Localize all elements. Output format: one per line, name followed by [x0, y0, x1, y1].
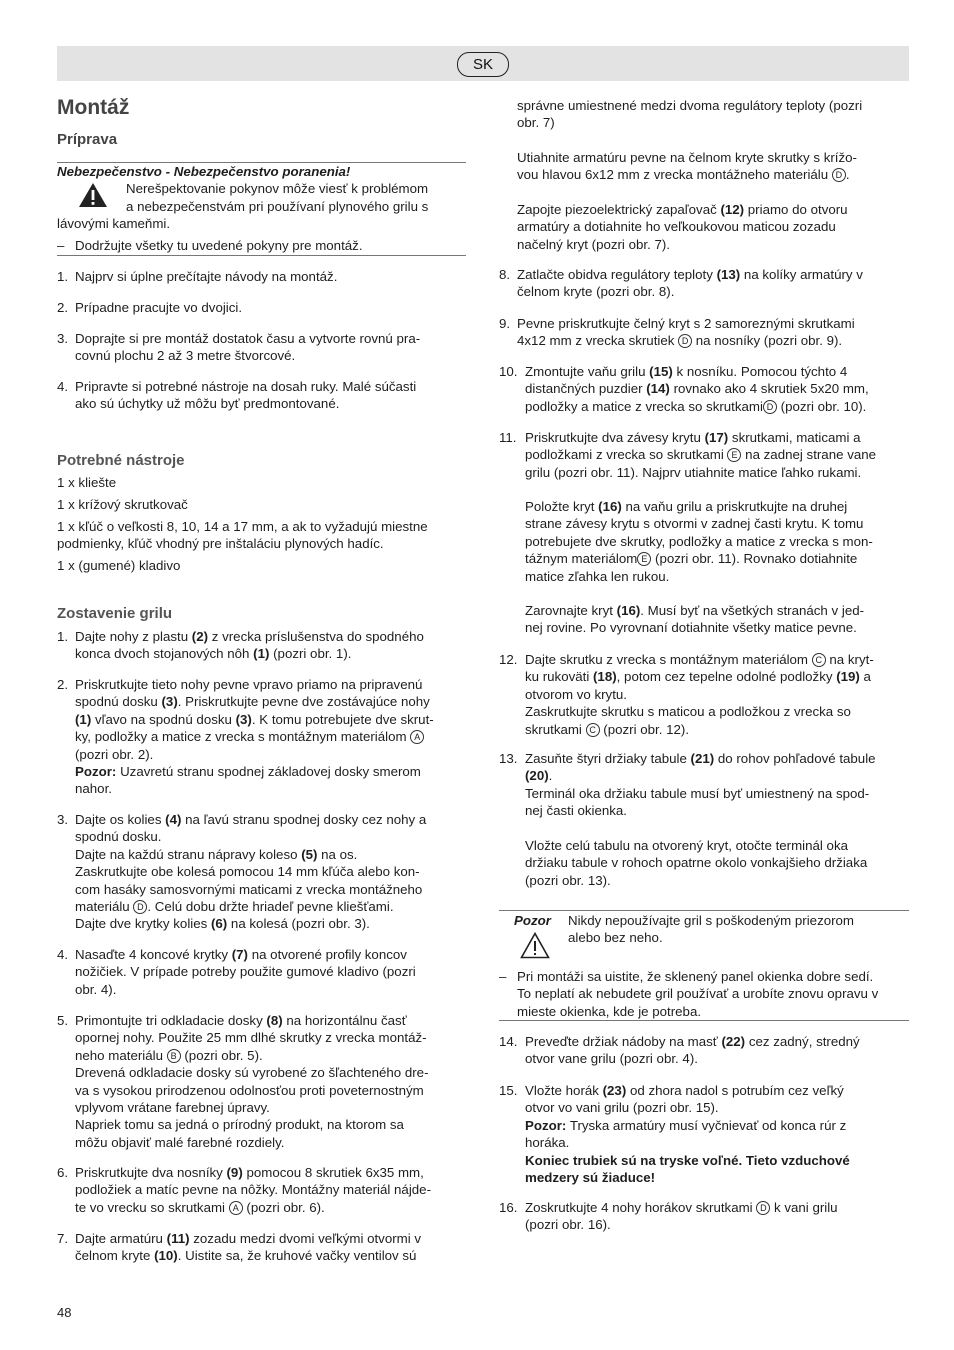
assembly-step-7: Dajte armatúru (11) zozadu medzi dvomi veľkými otvormi v čelnom kryte (10). Uistite sa, že kruhové vačky ventilov sú — [75, 1231, 422, 1264]
step-number: 2. — [57, 677, 69, 692]
step-number: 4. — [57, 379, 69, 394]
step-number: 14. — [499, 1034, 518, 1049]
preparation-step-4: Pripravte si potrebné nástroje na dosah ruky. Malé súčasti ako sú úchytky už môžu byť predmontované. — [75, 379, 417, 412]
caution-label: Pozor — [514, 913, 551, 928]
step-11-paragraph-2: Položte kryt (16) na vaňu grilu a priskrutkujte na druhej strane závesy krytu s otvormi v zadnej časti krytu. K tomu potrebujete dve skrutky, podložky a matice z vrecka s mon- tážnym materiálom E (pozri obr. 11). Rovnako dotiahnite matice zľahka len rukou. — [525, 499, 873, 584]
step-number: 7. — [57, 1231, 69, 1246]
assembly-step-11: Priskrutkujte dva závesy krytu (17) skrutkami, maticami a podložkami z vrecka so skrutkami E na zadnej strane vane grilu (pozri obr. 11). Najprv utiahnite matice ľahko rukami. — [525, 430, 877, 480]
assembly-step-2: Priskrutkujte tieto nohy pevne vpravo priamo na pripravenú spodnú dosku (3). Priskrutkujte pevne dve zostávajúce nohy (1) vľavo na spodnú dosku (3). K tomu potrebujete dve skrut- ky, podložky a matice z vrecka s montážnym materiálom A (pozri obr. 2). Pozor: Uzavretú stranu spodnej základovej dosky smerom nahor. — [75, 677, 434, 797]
step-7-continued: správne umiestnené medzi dvoma regulátory teploty (pozri obr. 7) — [517, 98, 863, 131]
caution-bullet-text: Pri montáži sa uistite, že sklenený panel okienka dobre sedí. To neplatí ak nebudete gril používať a urobíte znovu opravu v mieste okienka, kde je potreba. — [517, 969, 879, 1019]
assembly-step-8: Zatlačte obidva regulátory teploty (13) na kolíky armatúry v čelnom kryte (pozri obr. 8). — [517, 267, 863, 300]
step-number: 11. — [499, 430, 517, 445]
page-number: 48 — [57, 1305, 72, 1320]
assembly-step-15: Vložte horák (23) od zhora nadol s potrubím cez veľký otvor vo vani grilu (pozri obr. 15). Pozor: Tryska armatúry musí vyčnievať od konca rúr z horáka. Koniec trubiek sú na tryske voľné. Tieto vzduchové medzery sú žiaduce! — [525, 1083, 850, 1186]
caution-bullet-dash: – — [499, 969, 507, 984]
divider — [57, 255, 466, 256]
step-number: 13. — [499, 751, 518, 766]
divider — [499, 910, 909, 911]
tool-item-continued: podmienky, kľúč vhodný pre inštaláciu plynových hadíc. — [57, 536, 384, 551]
step-number: 15. — [499, 1083, 518, 1098]
tool-item: 1 x kliešte — [57, 475, 117, 490]
step-number: 10. — [499, 364, 518, 379]
assembly-step-1: Dajte nohy z plastu (2) z vrecka príslušenstva do spodného konca dvoch stojanových nôh (1) (pozri obr. 1). — [75, 629, 424, 662]
assembly-step-9: Pevne priskrutkujte čelný kryt s 2 samoreznými skrutkami 4x12 mm z vrecka skrutiek D na nosníky (pozri obr. 9). — [517, 316, 855, 349]
assembly-step-13: Zasuňte štyri držiaky tabule (21) do rohov pohľadové tabule (20). Terminál oka držiaku tabule musí byť umiestnený na spod- nej časti okienka. — [525, 751, 876, 819]
step-number: 8. — [499, 267, 511, 282]
danger-bullet-text: Dodržujte všetky tu uvedené pokyny pre montáž. — [75, 238, 363, 253]
step-number: 6. — [57, 1165, 69, 1180]
warning-triangle-icon — [78, 182, 108, 208]
section-heading-tools: Potrebné nástroje — [57, 452, 185, 469]
assembly-step-5: Primontujte tri odkladacie dosky (8) na horizontálnu časť opornej nohy. Použite 25 mm dlhé skrutky z vrecka montáž- neho materiálu B (pozri obr. 5). Drevená odkladacie dosky sú vyrobené zo šľachteného dre- va s vysokou prirodzenou odolnosťou proti poveternostným vplyvom vrátane farebnej úpravy. Napriek tomu sa jedná o prírodný produkt, na ktorom sa môžu objaviť malé farebné rozdiely. — [75, 1013, 429, 1150]
divider — [499, 1020, 909, 1021]
tool-item: 1 x (gumené) kladivo — [57, 558, 181, 573]
step-number: 3. — [57, 331, 69, 346]
assembly-step-10: Zmontujte vaňu grilu (15) k nosníku. Pomocou týchto 4 distančných puzdier (14) rovnako ako 4 skrutiek 5x20 mm, podložky a matice z vrecka so skrutkami D (pozri obr. 10). — [525, 364, 869, 414]
assembly-step-16: Zoskrutkujte 4 nohy horákov skrutkami D k vani grilu (pozri obr. 16). — [525, 1200, 838, 1233]
tool-item: 1 x kľúč o veľkosti 8, 10, 14 a 17 mm, a ak to vyžadujú miestne — [57, 519, 428, 534]
step-7-paragraph-2: Utiahnite armatúru pevne na čelnom kryte skrutky s krížo- vou hlavou 6x12 mm z vrecka montážneho materiálu D . — [517, 150, 857, 183]
step-11-paragraph-3: Zarovnajte kryt (16). Musí byť na všetkých stranách v jed- nej rovine. Po vyrovnaní dotiahnite všetky matice pevne. — [525, 603, 865, 636]
step-number: 12. — [499, 652, 518, 667]
tool-item: 1 x krížový skrutkovač — [57, 497, 188, 512]
step-number: 1. — [57, 269, 69, 284]
danger-bullet-dash: – — [57, 238, 65, 253]
language-badge: SK — [457, 52, 509, 77]
assembly-step-4: Nasaďte 4 koncové krytky (7) na otvorené profily koncov nožičiek. V prípade potreby použite gumové kladivo (pozri obr. 4). — [75, 947, 416, 997]
caution-text: Nikdy nepoužívajte gril s poškodeným priezorom alebo bez neho. — [568, 913, 855, 946]
page-title: Montáž — [57, 96, 130, 119]
assembly-step-6: Priskrutkujte dva nosníky (9) pomocou 8 skrutiek 6x35 mm, podložiek a matíc pevne na nôžky. Montážny materiál nájde- te vo vrecku so skrutkami A (pozri obr. 6). — [75, 1165, 432, 1215]
preparation-step-2: Prípadne pracujte vo dvojici. — [75, 300, 243, 315]
assembly-step-12: Dajte skrutku z vrecka s montážnym materiálom C na kryt- ku rukoväti (18), potom cez tepelne odolné podložky (19) a otvorom vo krytu. Zaskrutkujte skrutku s maticou a podložkou z vrecka so skrutkami C (pozri obr. 12). — [525, 652, 874, 737]
step-number: 4. — [57, 947, 69, 962]
step-number: 2. — [57, 300, 69, 315]
step-number: 1. — [57, 629, 69, 644]
step-13-paragraph-2: Vložte celú tabulu na otvorený kryt, otočte terminál oka držiaku tabule v rohoch opatrne okolo vonkajšieho držiaka (pozri obr. 13). — [525, 838, 868, 888]
preparation-step-3: Doprajte si pre montáž dostatok času a vytvorte rovnú pra- covnú plochu 2 až 3 metre štvorcové. — [75, 331, 421, 364]
preparation-step-1: Najprv si úplne prečítajte návody na montáž. — [75, 269, 338, 284]
assembly-step-14: Preveďte držiak nádoby na masť (22) cez zadný, stredný otvor vane grilu (pozri obr. 4). — [525, 1034, 860, 1067]
assembly-step-3: Dajte os kolies (4) na ľavú stranu spodnej dosky cez nohy a spodnú dosku. Dajte na každú stranu nápravy koleso (5) na os. Zaskrutkujte obe kolesá pomocou 14 mm kľúča alebo kon- com hasáky samosvornými maticami z vrecka montážneho materiálu D . Celú dobu držte hriadeľ pevne kliešťami. Dajte dve krytky kolies (6) na kolesá (pozri obr. 3). — [75, 812, 427, 932]
step-7-paragraph-3: Zapojte piezoelektrický zapaľovač (12) priamo do otvoru armatúry a dotiahnite ho veľkoukovou maticou zozadu načelný kryt (pozri obr. 7). — [517, 202, 848, 252]
step-number: 3. — [57, 812, 69, 827]
danger-text-line-3: lávovými kameňmi. — [57, 216, 171, 231]
step-number: 9. — [499, 316, 511, 331]
section-heading-preparation: Príprava — [57, 131, 118, 148]
step-number: 5. — [57, 1013, 69, 1028]
caution-triangle-icon — [520, 932, 550, 959]
section-heading-assembly: Zostavenie grilu — [57, 605, 173, 622]
danger-text-line-1: Nerešpektovanie pokynov môže viesť k problémom — [126, 181, 429, 196]
danger-text-line-2: a nebezpečenstvám pri používaní plynového grilu s — [126, 199, 429, 214]
step-number: 16. — [499, 1200, 518, 1215]
danger-title: Nebezpečenstvo - Nebezpečenstvo poranenia! — [57, 164, 351, 179]
